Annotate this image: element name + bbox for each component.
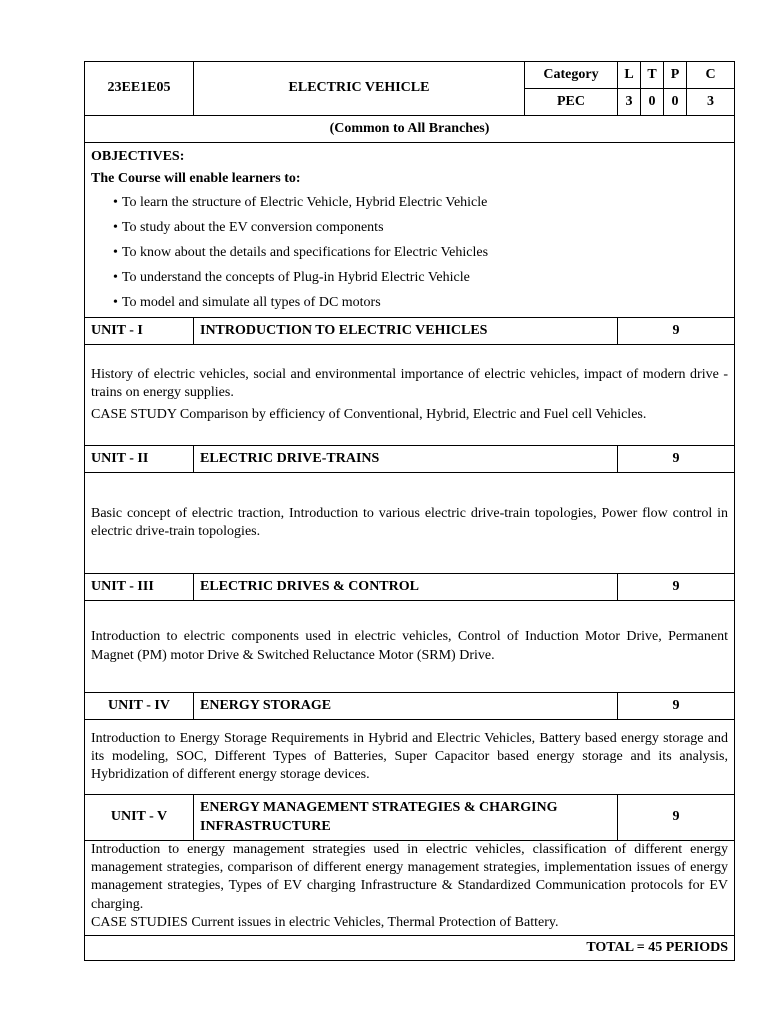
total-periods: TOTAL = 45 PERIODS (85, 936, 735, 961)
unit-2-label: UNIT - II (85, 446, 194, 473)
ltpc-value-c: 3 (687, 89, 735, 116)
unit-2-hours: 9 (618, 446, 735, 473)
objectives-list (91, 190, 728, 315)
unit-5-paragraph: Introduction to energy management strategies used in electric vehicles, classification of different energy management strategies, comparison of different energy management strategies, implementation issues of energy management strategies, Types of EV charging Infrastructure & Standardized Communication protocols for EV charging. (91, 842, 728, 912)
ltpc-value-t: 0 (641, 89, 664, 116)
syllabus-table (84, 61, 735, 961)
unit-3-label: UNIT - III (85, 574, 194, 601)
ltpc-label-p: P (664, 62, 687, 89)
unit-2-content (85, 473, 735, 574)
unit-5-hours: 9 (618, 795, 735, 841)
unit-4-title: ENERGY STORAGE (194, 693, 618, 720)
ltpc-label-c: C (687, 62, 735, 89)
unit-5-title: ENERGY MANAGEMENT STRATEGIES & CHARGING INFRASTRUCTURE (194, 795, 618, 841)
objective-item: • To know about the details and specifications for Electric Vehicles (113, 240, 728, 265)
unit-1-title: INTRODUCTION TO ELECTRIC VEHICLES (194, 318, 618, 345)
common-note: (Common to All Branches) (85, 116, 735, 143)
category-label: Category (525, 62, 618, 89)
ltpc-label-l: L (618, 62, 641, 89)
unit-3-hours: 9 (618, 574, 735, 601)
objective-item: • To understand the concepts of Plug-in Hybrid Electric Vehicle (113, 265, 728, 290)
unit-1-hours: 9 (618, 318, 735, 345)
objective-item: • To learn the structure of Electric Vehicle, Hybrid Electric Vehicle (113, 190, 728, 215)
unit-1-content (85, 345, 735, 446)
unit-5-case-studies: CASE STUDIES Current issues in electric Vehicles, Thermal Protection of Battery. (91, 914, 559, 930)
unit-2-title: ELECTRIC DRIVE-TRAINS (194, 446, 618, 473)
unit-4-label: UNIT - IV (85, 693, 194, 720)
category-value: PEC (525, 89, 618, 116)
objectives-heading: OBJECTIVES: (91, 149, 185, 164)
unit-4-content (85, 720, 735, 795)
unit-1-paragraph: History of electric vehicles, social and environmental importance of electric vehicles, impact of modern drive - trains on energy supplies. (91, 366, 728, 400)
objective-item: • To study about the EV conversion components (113, 215, 728, 240)
unit-3-content (85, 601, 735, 693)
unit-1-case-study: CASE STUDY Comparison by efficiency of Conventional, Hybrid, Electric and Fuel cell Vehicles. (91, 407, 647, 423)
objectives-section (85, 143, 735, 318)
unit-2-paragraph: Basic concept of electric traction, Introduction to various electric drive-train topologies, Power flow control in electric drive-train topologies. (91, 505, 728, 539)
unit-5-label: UNIT - V (85, 795, 194, 841)
ltpc-label-t: T (641, 62, 664, 89)
unit-4-hours: 9 (618, 693, 735, 720)
objective-item: • To model and simulate all types of DC motors (113, 290, 728, 315)
unit-1-label: UNIT - I (85, 318, 194, 345)
unit-5-content (85, 841, 735, 936)
unit-3-paragraph: Introduction to electric components used in electric vehicles, Control of Induction Motor Drive, Permanent Magnet (PM) motor Drive & Switched Reluctance Motor (SRM) Drive. (91, 629, 728, 663)
ltpc-value-p: 0 (664, 89, 687, 116)
course-title: ELECTRIC VEHICLE (194, 62, 525, 116)
ltpc-value-l: 3 (618, 89, 641, 116)
unit-4-paragraph: Introduction to Energy Storage Requirements in Hybrid and Electric Vehicles, Battery based energy storage and its modeling, SOC, Different Types of Batteries, Super Capacitor based energy storage and its analysis, Hybridization of different energy storage devices. (91, 730, 728, 783)
unit-3-title: ELECTRIC DRIVES & CONTROL (194, 574, 618, 601)
course-code: 23EE1E05 (85, 62, 194, 116)
objectives-intro: The Course will enable learners to: (91, 171, 301, 186)
